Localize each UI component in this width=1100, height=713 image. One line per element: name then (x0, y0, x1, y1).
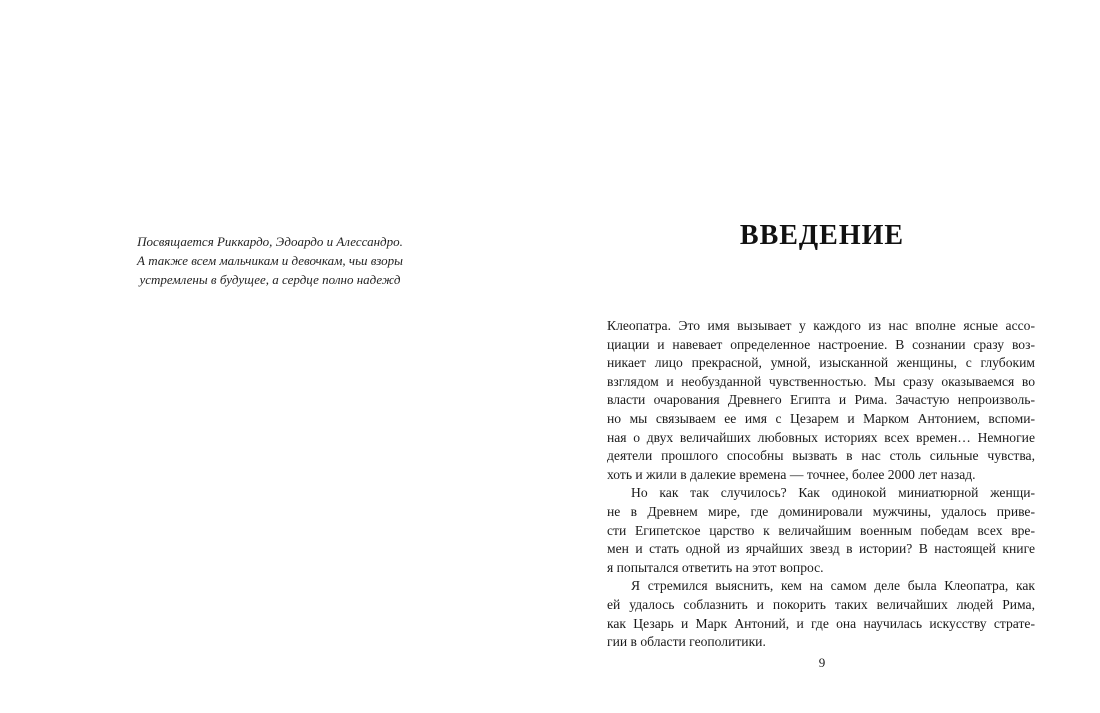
text-line: мен и стать одной из ярчайших звезд в истории? В настоящей книге (607, 541, 1035, 557)
text-line: но мы связываем ее имя с Цезарем и Марком Антонием, вспоми- (607, 410, 1035, 426)
dedication-line: А также всем мальчикам и девочкам, чьи взоры (137, 253, 403, 268)
paragraph (607, 484, 1035, 577)
text-line: никает лицо прекрасной, умной, изысканной женщины, с глубоким (607, 355, 1035, 371)
chapter-title: ВВЕДЕНИЕ (739, 220, 905, 251)
text-line: деятели прошлого способны вызвать в нас столь сильные чувства, (607, 448, 1035, 464)
text-line: не в Древнем мире, где доминировали мужчины, удалось приве- (607, 503, 1035, 519)
paragraph (607, 317, 1035, 484)
paragraph (607, 577, 1035, 651)
dedication-line: Посвящается Риккардо, Эдоардо и Алессандро. (137, 234, 403, 249)
dedication-line: устремлены в будущее, а сердце полно надежд (139, 272, 401, 287)
text-line: как Цезарь и Марк Антоний, и где она научилась искусству страте- (607, 615, 1035, 631)
text-line: хоть и жили в далекие времена — точнее, более 2000 лет назад. (607, 466, 976, 482)
text-line: Клеопатра. Это имя вызывает у каждого из нас вполне ясные ассо- (607, 318, 1035, 333)
text-line: Я стремился выяснить, кем на самом деле была Клеопатра, как (631, 578, 1035, 594)
text-line: ная о двух величайших любовных историях всех времен… Немногие (607, 429, 1035, 445)
body-text (607, 317, 1035, 652)
text-line: я попытался ответить на этот вопрос. (607, 559, 824, 575)
text-line: власти очарования Древнего Египта и Рима. Зачастую непроизволь- (607, 392, 1035, 408)
text-line: сти Египетское царство к величайшим военным победам всех вре- (607, 522, 1035, 538)
text-line: ей удалось соблазнить и покорить таких величайших людей Рима, (607, 596, 1035, 612)
text-line: циации и навевает определенное настроение. В сознании сразу воз- (607, 336, 1035, 352)
dedication (100, 232, 440, 289)
text-line: гии в области геополитики. (607, 634, 766, 650)
text-line: взглядом и необузданной чувственностью. Мы сразу оказываемся во (607, 373, 1035, 389)
text-line: Но как так случилось? Как одинокой миниатюрной женщи- (631, 485, 1035, 501)
right-page (550, 0, 1100, 713)
page-number: 9 (818, 655, 826, 670)
